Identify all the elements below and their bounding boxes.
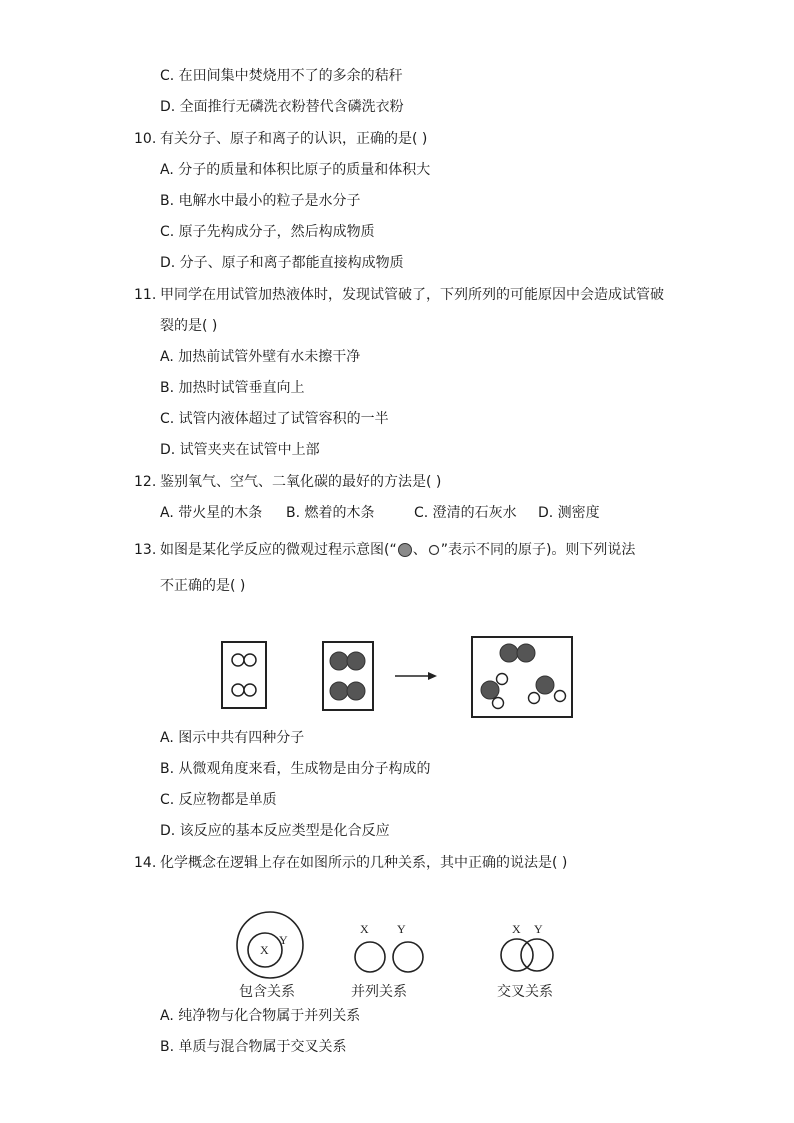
light-atom-icon <box>427 543 441 557</box>
reaction-diagram <box>215 630 585 725</box>
q13-option-b: B. 从微观角度来看，生成物是由分子构成的 <box>160 761 431 777</box>
parallel-circle-y <box>393 942 423 972</box>
q13-number: 13. <box>134 542 157 558</box>
q10-option-c: C. 原子先构成分子，然后构成物质 <box>160 224 375 240</box>
q13-stem-line1-part1: 如图是某化学反应的微观过程示意图(“ <box>160 542 397 558</box>
q11-option-d: D. 试管夹夹在试管中上部 <box>160 442 320 458</box>
label-y: Y <box>279 933 288 947</box>
label-x: X <box>360 922 369 936</box>
q14-option-a: A. 纯净物与化合物属于并列关系 <box>160 1008 361 1024</box>
dark-molecule <box>330 682 365 700</box>
q14-stem: 化学概念在逻辑上存在如图所示的几种关系，其中正确的说法是( ) <box>160 855 568 871</box>
q14-number: 14. <box>134 855 157 871</box>
light-molecule <box>232 684 256 696</box>
q11-option-b: B. 加热时试管垂直向上 <box>160 380 305 396</box>
dark-molecule <box>500 644 535 662</box>
intersection-circle-y <box>521 939 553 971</box>
q10-option-a: A. 分子的质量和体积比原子的质量和体积大 <box>160 162 431 178</box>
q13-stem-line2: 不正确的是( ) <box>160 578 246 594</box>
q13-stem-line1-part2: ”表示不同的原子)。则下列说法 <box>440 542 636 558</box>
q9-option-d: D. 全面推行无磷洗衣粉替代含磷洗衣粉 <box>160 99 404 115</box>
dark-molecule <box>330 652 365 670</box>
logic-relationship-diagram <box>225 910 570 1002</box>
q12-option-b: B. 燃着的木条 <box>286 505 375 521</box>
q14-option-b: B. 单质与混合物属于交叉关系 <box>160 1039 347 1055</box>
q11-stem-line2: 裂的是( ) <box>160 318 218 334</box>
q10-stem: 有关分子、原子和离子的认识，正确的是( ) <box>160 131 428 147</box>
q12-number: 12. <box>134 474 157 490</box>
reactant-box-2 <box>323 642 373 710</box>
label-containment: 包含关系 <box>239 984 295 1000</box>
light-molecule <box>232 654 256 666</box>
dark-atom-icon <box>397 542 413 558</box>
reaction-arrow-icon <box>395 672 437 680</box>
label-y: Y <box>534 922 543 936</box>
label-x: X <box>512 922 521 936</box>
label-y: Y <box>397 922 406 936</box>
q13-stem-line1 <box>160 540 635 560</box>
q13-option-c: C. 反应物都是单质 <box>160 792 277 808</box>
q10-option-d: D. 分子、原子和离子都能直接构成物质 <box>160 255 404 271</box>
q13-option-a: A. 图示中共有四种分子 <box>160 730 305 746</box>
label-parallel: 并列关系 <box>351 984 407 1000</box>
label-intersection: 交叉关系 <box>497 984 553 1000</box>
q11-number: 11. <box>134 287 157 303</box>
q12-option-a: A. 带火星的木条 <box>160 505 263 521</box>
q13-stem-sep: 、 <box>412 542 427 558</box>
q11-option-c: C. 试管内液体超过了试管容积的一半 <box>160 411 389 427</box>
q12-option-c: C. 澄清的石灰水 <box>414 505 517 521</box>
q11-stem-line1: 甲同学在用试管加热液体时，发现试管破了，下列所列的可能原因中会造成试管破 <box>160 287 664 303</box>
q10-number: 10. <box>134 131 157 147</box>
q12-option-d: D. 测密度 <box>538 505 600 521</box>
product-molecule <box>481 674 508 709</box>
q13-option-d: D. 该反应的基本反应类型是化合反应 <box>160 823 390 839</box>
product-molecule <box>529 676 566 704</box>
containment-outer-circle <box>237 912 303 978</box>
q9-option-c: C. 在田间集中焚烧用不了的多余的秸秆 <box>160 68 403 84</box>
reactant-box-1 <box>222 642 266 708</box>
label-x: X <box>260 943 269 957</box>
parallel-circle-x <box>355 942 385 972</box>
q10-option-b: B. 电解水中最小的粒子是水分子 <box>160 193 361 209</box>
q12-stem: 鉴别氧气、空气、二氧化碳的最好的方法是( ) <box>160 474 442 490</box>
intersection-circle-x <box>501 939 533 971</box>
q11-option-a: A. 加热前试管外壁有水未擦干净 <box>160 349 361 365</box>
